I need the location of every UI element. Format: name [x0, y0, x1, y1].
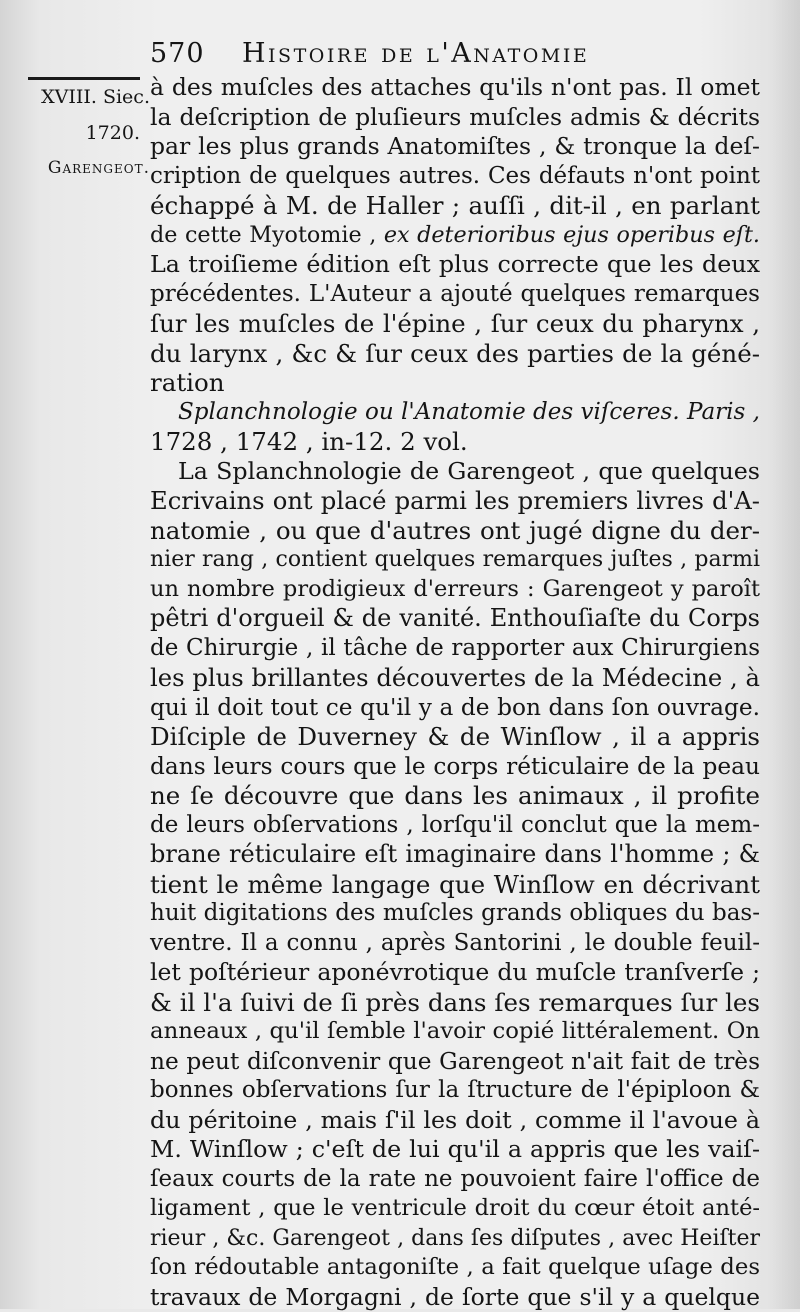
text-line: travaux de Morgagni , de ſorte que s'il y a quelque [150, 1283, 760, 1312]
text-line: bonnes obſervations ſur la ſtructure de l'épiploon & [150, 1076, 760, 1106]
text-line: échappé à M. de Haller ; auſſi , dit-il , en parlant [150, 191, 760, 221]
text-line: les plus brillantes découvertes de la Médecine , à [150, 663, 760, 693]
text-line: Ecrivains ont placé parmi les premiers livres d'A- [150, 486, 760, 516]
text-line: ration [150, 368, 760, 398]
text-line: Diſciple de Duverney & de Winſlow , il a appris [150, 722, 760, 752]
text-line: ligament , que le ventricule droit du cœur étoit anté- [150, 1194, 760, 1224]
text-line: ne ſe découvre que dans les animaux , il profite [150, 781, 760, 811]
text-line: par les plus grands Anatomiſtes , & tronque la deſ- [150, 132, 760, 162]
text-line: huit digitations des muſcles grands obliques du bas- [150, 899, 760, 929]
body-text [150, 73, 760, 1312]
margin-century: XVIII. Siec. [41, 86, 150, 108]
text-line: anneaux , qu'il ſemble l'avoir copié littéralement. On [150, 1017, 760, 1047]
text-line: de Chirurgie , il tâche de rapporter aux Chirurgiens [150, 634, 760, 664]
text-line: ſeaux courts de la rate ne pouvoient faire l'office de [150, 1165, 760, 1195]
text-line: & il l'a ſuivi de ſi près dans ſes remarques ſur les [150, 988, 760, 1018]
text-line: let poſtérieur aponévrotique du muſcle tranſverſe ; [150, 958, 760, 988]
text-line: qui il doit tout ce qu'il y a de bon dans ſon ouvrage. [150, 693, 760, 723]
text-line: nier rang , contient quelques remarques juſtes , parmi [150, 545, 760, 575]
page-header [150, 36, 790, 72]
text-line: ſur les muſcles de l'épine , ſur ceux du pharynx , [150, 309, 760, 339]
book-title-line: Splanchnologie ou l'Anatomie des viſceres. Paris , [150, 398, 760, 428]
text-line: ne peut diſconvenir que Garengeot n'ait fait de très [150, 1047, 760, 1077]
text-line: dans leurs cours que le corps réticulaire de la peau [150, 752, 760, 782]
text-line: M. Winſlow ; c'eſt de lui qu'il a appris que les vaiſ- [150, 1135, 760, 1165]
text-line: du larynx , &c & ſur ceux des parties de la géné- [150, 339, 760, 369]
text-line: de leurs obſervations , lorſqu'il conclut que la mem- [150, 811, 760, 841]
text-line: natomie , ou que d'autres ont jugé digne du der- [150, 516, 760, 546]
text-line: brane réticulaire eſt imaginaire dans l'homme ; & [150, 840, 760, 870]
text-line: La troiſieme édition eſt plus correcte que les deux [150, 250, 760, 280]
text-line: un nombre prodigieux d'erreurs : Garengeot y paroît [150, 575, 760, 605]
text-line: du péritoine , mais ſ'il les doit , comme il l'avoue à [150, 1106, 760, 1136]
text-line: ventre. Il a connu , après Santorini , le double feuil- [150, 929, 760, 959]
text-line: précédentes. L'Auteur a ajouté quelques remarques [150, 280, 760, 310]
running-head: Histoire de l'Anatomie [242, 36, 589, 72]
text-line: La Splanchnologie de Garengeot , que quelques [150, 457, 760, 487]
text-line: rieur , &c. Garengeot , dans ſes diſputes , avec Heiſter [150, 1224, 760, 1254]
text-line: ſon rédoutable antagoniſte , a fait quelque uſage des [150, 1253, 760, 1283]
text-line: cription de quelques autres. Ces défauts n'ont point [150, 162, 760, 192]
text-line-mixed [150, 221, 760, 251]
margin-rule [28, 77, 140, 80]
text-line: 1728 , 1742 , in-12. 2 vol. [150, 427, 760, 457]
text-line: pêtri d'orgueil & de vanité. Enthouſiaſte du Corps [150, 604, 760, 634]
latin-quote: ex deterioribus ejus operibus eſt. [384, 222, 760, 248]
margin-year: 1720. [86, 122, 140, 144]
text-line: à des muſcles des attaches qu'ils n'ont pas. Il omet [150, 73, 760, 103]
margin-author: Garengeot. [48, 158, 150, 178]
page-number: 570 [150, 36, 205, 72]
text-line: la deſcription de pluſieurs muſcles admis & décrits [150, 103, 760, 133]
text-segment: de cette Myotomie , [150, 222, 376, 248]
text-line: tient le même langage que Winſlow en décrivant [150, 870, 760, 900]
